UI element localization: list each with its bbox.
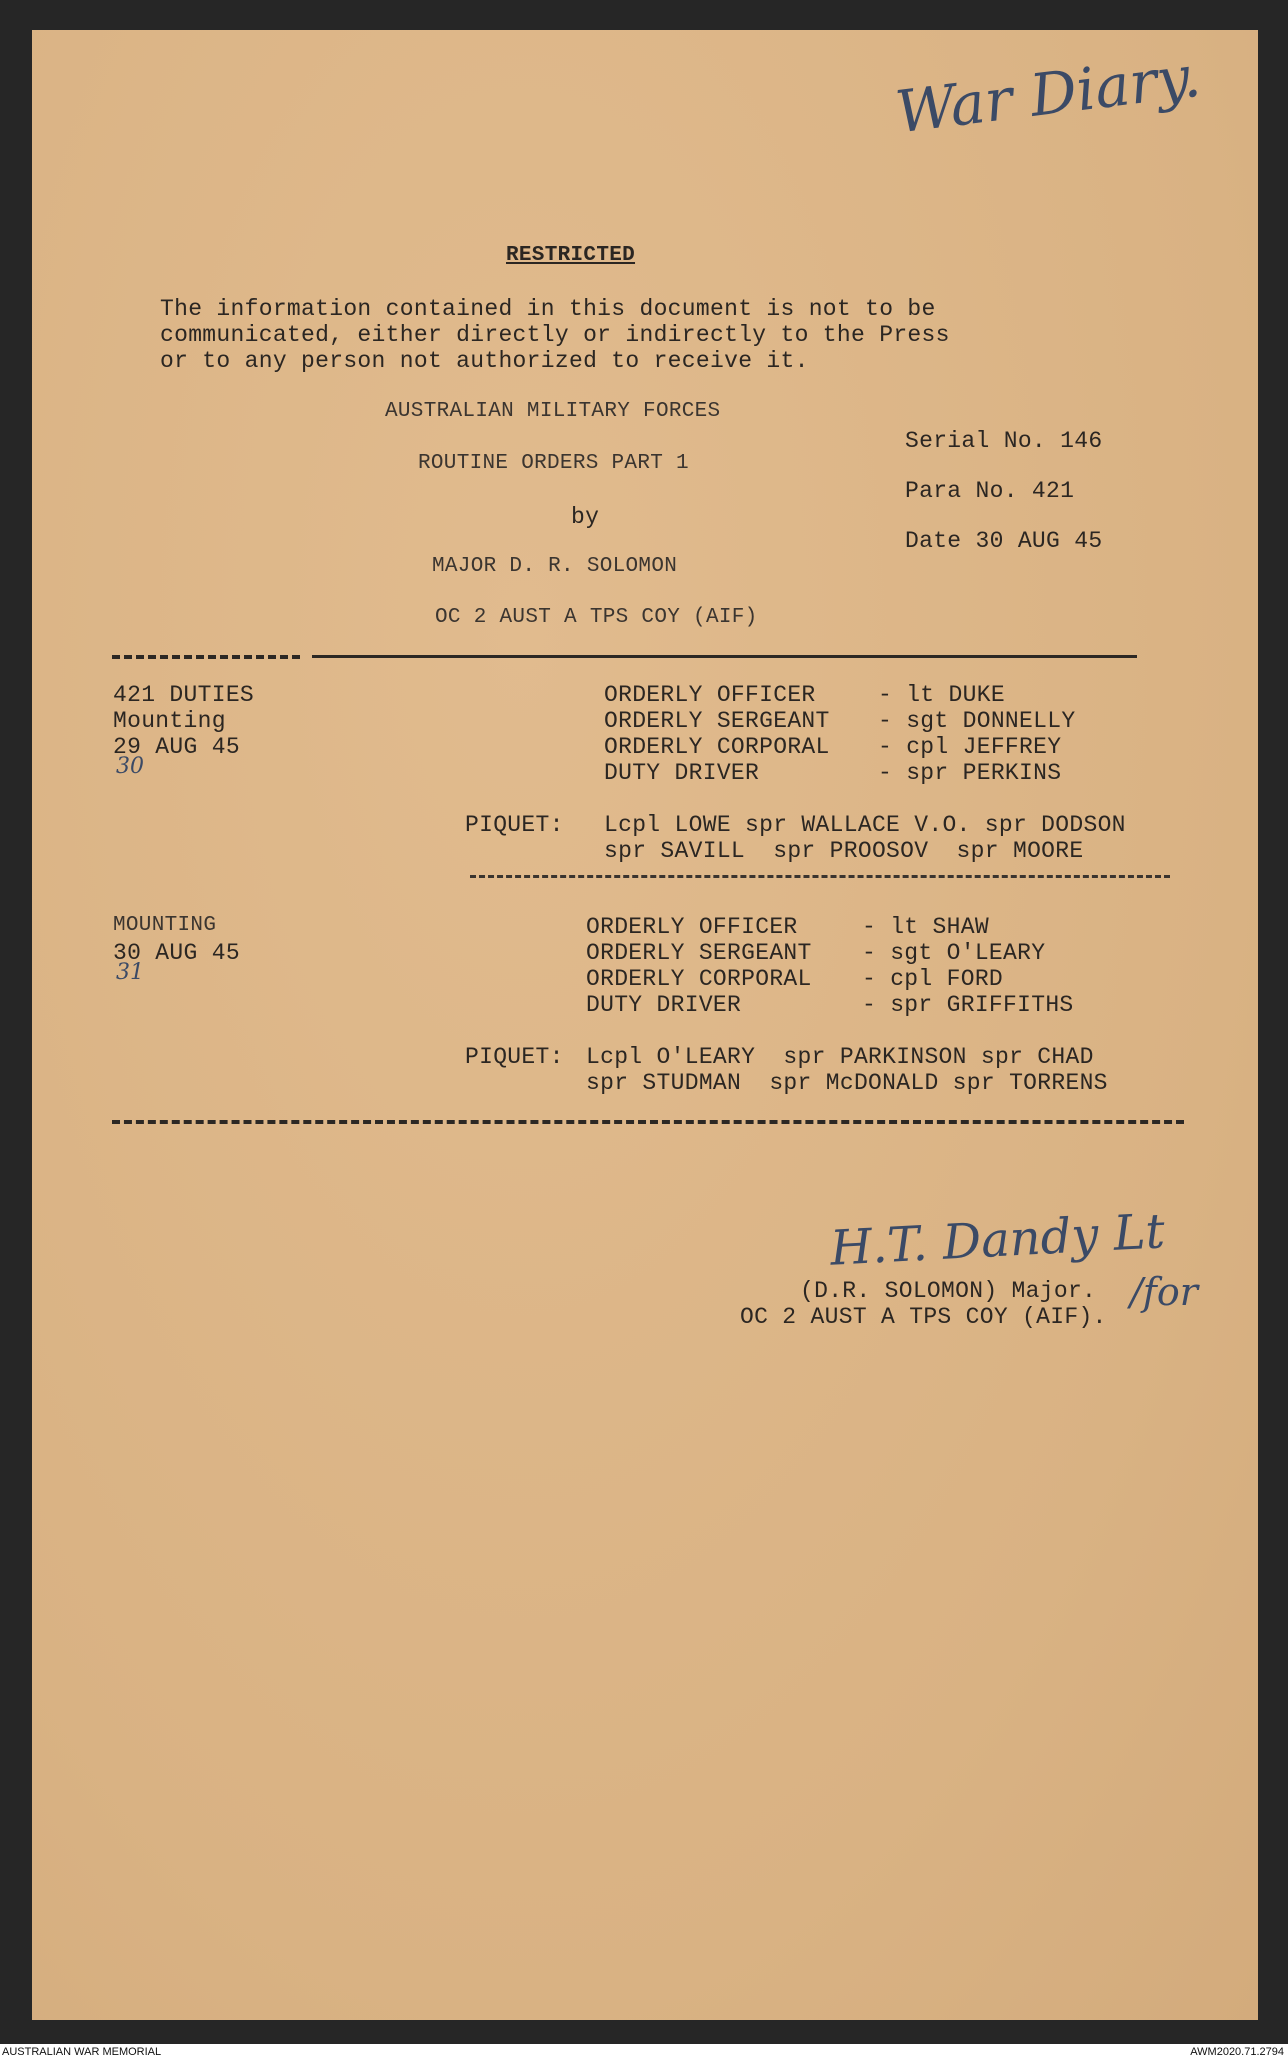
divider-bottom	[112, 1120, 1184, 1124]
signature-unit: OC 2 AUST A TPS COY (AIF).	[740, 1304, 1107, 1330]
section1-role-1: ORDERLY OFFICER	[604, 682, 816, 708]
handwritten-signature: H.T. Dandy Lt	[828, 1203, 1167, 1277]
section2-name-2: - sgt O'LEARY	[862, 940, 1046, 966]
section2-date: 30 AUG 45	[113, 940, 240, 966]
section1-piquet-line-1: Lcpl LOWE spr WALLACE V.O. spr DODSON	[604, 812, 1126, 838]
section1-piquet-line-2: spr SAVILL spr PROOSOV spr MOORE	[604, 838, 1084, 864]
heading-forces: AUSTRALIAN MILITARY FORCES	[385, 400, 721, 423]
section1-name-3: - cpl JEFFREY	[878, 734, 1062, 760]
section2-piquet-line-1: Lcpl O'LEARY spr PARKINSON spr CHAD	[586, 1044, 1094, 1070]
footer-reference: AWM2020.71.2794	[1190, 2046, 1284, 2058]
section2-date-correction: 31	[116, 960, 144, 985]
notice-line-1: The information contained in this document is not to be	[160, 296, 936, 322]
section2-mounting: MOUNTING	[113, 914, 217, 937]
section2-role-3: ORDERLY CORPORAL	[586, 966, 812, 992]
divider-top-left	[112, 655, 300, 659]
footer-bar	[0, 2044, 1288, 2061]
section2-name-3: - cpl FORD	[862, 966, 1004, 992]
section2-role-2: ORDERLY SERGEANT	[586, 940, 812, 966]
section2-role-4: DUTY DRIVER	[586, 992, 742, 1018]
heading-by: by	[571, 504, 600, 530]
section-divider	[470, 875, 1170, 878]
section1-name-1: - lt DUKE	[878, 682, 1005, 708]
section2-name-4: - spr GRIFFITHS	[862, 992, 1074, 1018]
section2-piquet-line-2: spr STUDMAN spr McDONALD spr TORRENS	[586, 1070, 1108, 1096]
heading-company: OC 2 AUST A TPS COY (AIF)	[435, 606, 758, 629]
order-date: Date 30 AUG 45	[905, 528, 1103, 554]
para-number: Para No. 421	[905, 478, 1075, 504]
notice-line-2: communicated, either directly or indirectly to the Press	[160, 322, 950, 348]
section1-name-4: - spr PERKINS	[878, 760, 1062, 786]
section1-title: 421 DUTIES	[113, 682, 255, 708]
section1-role-4: DUTY DRIVER	[604, 760, 760, 786]
section2-piquet-label: PIQUET:	[465, 1044, 564, 1070]
footer-source: AUSTRALIAN WAR MEMORIAL	[2, 2046, 162, 2058]
section1-date-correction: 30	[116, 754, 144, 779]
section1-name-2: - sgt DONNELLY	[878, 708, 1076, 734]
section1-role-3: ORDERLY CORPORAL	[604, 734, 830, 760]
section1-date: 29 AUG 45	[113, 734, 240, 760]
handwritten-annotation: War Diary.	[891, 41, 1205, 147]
section1-mounting: Mounting	[113, 708, 226, 734]
section1-role-2: ORDERLY SERGEANT	[604, 708, 830, 734]
notice-line-3: or to any person not authorized to receive it.	[160, 348, 809, 374]
signature-name: (D.R. SOLOMON) Major.	[800, 1278, 1097, 1304]
serial-number: Serial No. 146	[905, 428, 1103, 454]
section2-name-1: - lt SHAW	[862, 914, 989, 940]
handwritten-for: /for	[1130, 1270, 1198, 1314]
divider-top-right	[312, 655, 1137, 658]
restricted-heading: RESTRICTED	[506, 244, 636, 267]
section1-piquet-label: PIQUET:	[465, 812, 564, 838]
heading-orders: ROUTINE ORDERS PART 1	[418, 452, 689, 475]
heading-major: MAJOR D. R. SOLOMON	[432, 555, 678, 578]
section2-role-1: ORDERLY OFFICER	[586, 914, 798, 940]
